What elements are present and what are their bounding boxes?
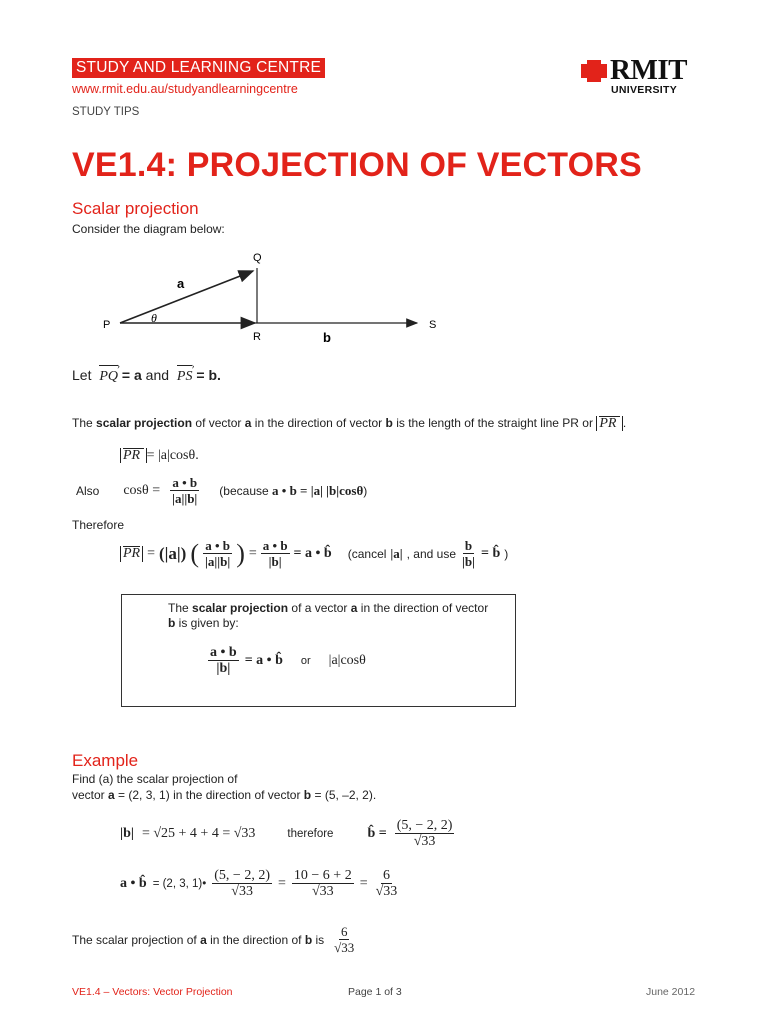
therefore-label: Therefore bbox=[72, 518, 125, 532]
rmit-logo-mark-icon bbox=[579, 58, 609, 84]
footer-document-title: VE1.4 – Vectors: Vector Projection bbox=[72, 986, 233, 998]
vector-a-line bbox=[120, 271, 253, 323]
summary-formula: $\frac{a • b}{|b|}$ = a • b̂ or |a|cosθ bbox=[210, 645, 366, 676]
label-vector-a: a bbox=[177, 276, 185, 291]
cos-theta-fraction: $\frac{a • b}{|a||b|}$ bbox=[172, 475, 198, 506]
summary-text: The scalar projection of a vector a in the direction of vector b is given by: bbox=[168, 601, 489, 630]
example-result-row: The scalar projection of a in the direction of b is $\frac{6}{√33}$ bbox=[72, 924, 355, 955]
and-word: and bbox=[145, 367, 170, 383]
equals-b: = b. bbox=[196, 367, 221, 383]
equation-derivation: PR = (|a|) ( $\frac{a • b}{|a||b|}$ ) = $\frac{a • b}{|b|}$ = a • b̂ (cancel |a| , and use $\frac{b}{|b|}$ = b̂ ) bbox=[120, 538, 508, 569]
also-equation-row: Also cosθ = $\frac{a • b}{|a||b|}$ (because a • b = |a| |b|cosθ) bbox=[76, 475, 368, 506]
scalar-projection-summary-box bbox=[121, 594, 516, 707]
pr-magnitude: PR bbox=[596, 416, 623, 431]
scalar-projection-definition: The scalar projection of vector a in the direction of vector b is the length of the straight line PR or PR . bbox=[72, 416, 627, 431]
page-title: VE1.4: PROJECTION OF VECTORS bbox=[72, 146, 642, 184]
scalar-projection-heading: Scalar projection bbox=[72, 199, 199, 218]
example-find-line: Find (a) the scalar projection of bbox=[72, 772, 238, 786]
rmit-logo-text: RMIT bbox=[610, 54, 687, 86]
equals-a: = a bbox=[121, 367, 142, 383]
projection-diagram bbox=[95, 250, 455, 350]
example-heading: Example bbox=[72, 751, 139, 770]
footer-page-number: Page 1 of 3 bbox=[348, 986, 402, 998]
example-dot-product-row: a • b̂ = (2, 3, 1)• $\frac{(5, - 2, 2)}{√33}$ = $\frac{10 - 6 + 2}{√33}$ = $\frac{6}{√33}$ bbox=[120, 868, 398, 899]
let-word: Let bbox=[72, 367, 92, 383]
centre-url-link[interactable]: www.rmit.edu.au/studyandlearningcentre bbox=[72, 82, 298, 96]
intro-text: Consider the diagram below: bbox=[72, 222, 225, 236]
equation-pr-magnitude: PR = |a|cosθ. bbox=[120, 448, 199, 464]
let-statement bbox=[72, 361, 221, 385]
study-tips-label: STUDY TIPS bbox=[72, 106, 140, 118]
example-vector-line: vector a = (2, 3, 1) in the direction of vector b = (5, –2, 2). bbox=[72, 788, 377, 802]
vector-ps: › PS bbox=[176, 361, 195, 384]
label-r: R bbox=[253, 331, 261, 343]
label-vector-b: b bbox=[323, 330, 331, 345]
vector-pq: › PQ bbox=[99, 361, 121, 384]
rmit-logo-subtitle: UNIVERSITY bbox=[611, 84, 678, 96]
footer-date: June 2012 bbox=[646, 986, 696, 998]
label-p: P bbox=[103, 319, 111, 331]
centre-badge: STUDY AND LEARNING CENTRE bbox=[72, 58, 325, 78]
also-label: Also bbox=[76, 483, 100, 498]
label-s: S bbox=[429, 319, 437, 331]
label-theta: θ bbox=[151, 311, 157, 325]
label-q: Q bbox=[253, 252, 262, 264]
example-magnitude-row: |b| = √25 + 4 + 4 = √33 therefore b̂ = $\frac{(5, - 2, 2)}{√33}$ bbox=[120, 818, 453, 849]
